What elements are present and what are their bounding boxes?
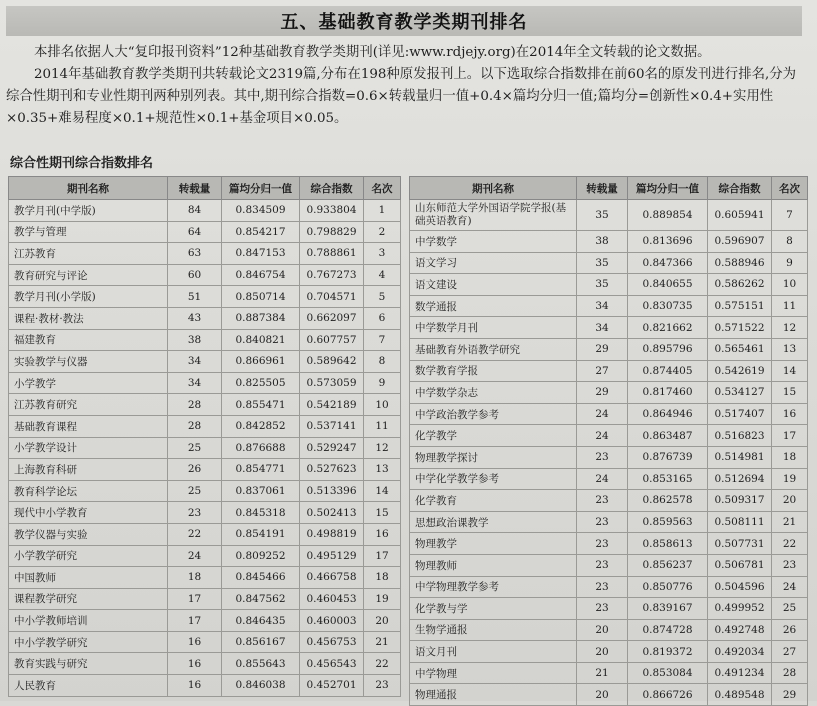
journal-name-cell: 中学数学 xyxy=(410,231,577,253)
avg-score-cell: 0.854191 xyxy=(222,523,300,545)
rank-cell: 24 xyxy=(772,576,808,598)
composite-index-cell: 0.492748 xyxy=(708,619,772,641)
table-header-row xyxy=(410,177,808,200)
composite-index-cell: 0.527623 xyxy=(300,459,364,481)
composite-index-cell: 0.589642 xyxy=(300,351,364,373)
table-row xyxy=(410,403,808,425)
avg-score-cell: 0.889854 xyxy=(628,200,708,231)
rank-cell: 22 xyxy=(772,533,808,555)
journal-name-cell: 教学仪器与实验 xyxy=(9,523,168,545)
composite-index-cell: 0.508111 xyxy=(708,511,772,533)
composite-index-cell: 0.512694 xyxy=(708,468,772,490)
table-row xyxy=(410,200,808,231)
journal-name-cell: 江苏教育研究 xyxy=(9,394,168,416)
rank-cell: 6 xyxy=(364,307,401,329)
composite-index-cell: 0.495129 xyxy=(300,545,364,567)
rank-cell: 5 xyxy=(364,286,401,308)
rank-cell: 23 xyxy=(364,675,401,697)
reprint-count-cell: 25 xyxy=(168,480,222,502)
reprint-count-cell: 28 xyxy=(168,394,222,416)
composite-index-cell: 0.514981 xyxy=(708,446,772,468)
reprint-count-cell: 23 xyxy=(577,446,628,468)
journal-name-cell: 语文学习 xyxy=(410,252,577,274)
table-row xyxy=(9,567,401,589)
avg-score-cell: 0.850776 xyxy=(628,576,708,598)
journal-name-cell: 中小学教师培训 xyxy=(9,610,168,632)
table-row xyxy=(9,480,401,502)
journal-name-cell: 化学教与学 xyxy=(410,598,577,620)
table-row xyxy=(9,631,401,653)
column-header-rank: 名次 xyxy=(364,177,401,200)
rank-cell: 7 xyxy=(364,329,401,351)
reprint-count-cell: 38 xyxy=(168,329,222,351)
reprint-count-cell: 18 xyxy=(168,567,222,589)
reprint-count-cell: 21 xyxy=(577,662,628,684)
composite-index-cell: 0.534127 xyxy=(708,382,772,404)
journal-name-cell: 中学政治教学参考 xyxy=(410,403,577,425)
composite-index-cell: 0.506781 xyxy=(708,554,772,576)
avg-score-cell: 0.830735 xyxy=(628,295,708,317)
rank-cell: 9 xyxy=(364,372,401,394)
rank-cell: 20 xyxy=(772,490,808,512)
reprint-count-cell: 43 xyxy=(168,307,222,329)
avg-score-cell: 0.853084 xyxy=(628,662,708,684)
reprint-count-cell: 34 xyxy=(577,295,628,317)
reprint-count-cell: 20 xyxy=(577,641,628,663)
avg-score-cell: 0.854217 xyxy=(222,221,300,243)
table-row xyxy=(9,307,401,329)
journal-name-cell: 江苏教育 xyxy=(9,243,168,265)
avg-score-cell: 0.854771 xyxy=(222,459,300,481)
reprint-count-cell: 34 xyxy=(168,351,222,373)
column-header-score: 篇均分归一值 xyxy=(222,177,300,200)
reprint-count-cell: 64 xyxy=(168,221,222,243)
table-row xyxy=(9,221,401,243)
rank-cell: 28 xyxy=(772,662,808,684)
table-row xyxy=(410,274,808,296)
avg-score-cell: 0.855643 xyxy=(222,653,300,675)
composite-index-cell: 0.542189 xyxy=(300,394,364,416)
reprint-count-cell: 29 xyxy=(577,382,628,404)
reprint-count-cell: 24 xyxy=(168,545,222,567)
table-row xyxy=(410,252,808,274)
reprint-count-cell: 24 xyxy=(577,425,628,447)
column-header-name: 期刊名称 xyxy=(9,177,168,200)
journal-name-cell: 中国教师 xyxy=(9,567,168,589)
rank-cell: 14 xyxy=(772,360,808,382)
table-row xyxy=(9,523,401,545)
rank-cell: 3 xyxy=(364,243,401,265)
rank-cell: 11 xyxy=(364,415,401,437)
reprint-count-cell: 38 xyxy=(577,231,628,253)
table-row xyxy=(410,641,808,663)
journal-name-cell: 山东师范大学外国语学院学报(基础英语教育) xyxy=(410,200,577,231)
avg-score-cell: 0.876739 xyxy=(628,446,708,468)
avg-score-cell: 0.847366 xyxy=(628,252,708,274)
journal-name-cell: 基础教育课程 xyxy=(9,415,168,437)
rank-cell: 18 xyxy=(364,567,401,589)
rank-cell: 8 xyxy=(772,231,808,253)
rank-cell: 13 xyxy=(772,338,808,360)
composite-index-cell: 0.504596 xyxy=(708,576,772,598)
section-title: 综合性期刊综合指数排名 xyxy=(10,156,154,171)
avg-score-cell: 0.834509 xyxy=(222,200,300,222)
reprint-count-cell: 22 xyxy=(168,523,222,545)
journal-name-cell: 中学物理教学参考 xyxy=(410,576,577,598)
table-row xyxy=(410,598,808,620)
composite-index-cell: 0.489548 xyxy=(708,684,772,706)
journal-name-cell: 教育研究与评论 xyxy=(9,264,168,286)
journal-name-cell: 人民教育 xyxy=(9,675,168,697)
reprint-count-cell: 23 xyxy=(577,554,628,576)
ranking-table-right xyxy=(409,176,808,706)
avg-score-cell: 0.856237 xyxy=(628,554,708,576)
rank-cell: 29 xyxy=(772,684,808,706)
rank-cell: 16 xyxy=(364,523,401,545)
rank-cell: 11 xyxy=(772,295,808,317)
table-row xyxy=(410,684,808,706)
avg-score-cell: 0.874728 xyxy=(628,619,708,641)
table-row xyxy=(9,588,401,610)
rank-cell: 1 xyxy=(364,200,401,222)
avg-score-cell: 0.864946 xyxy=(628,403,708,425)
rank-cell: 12 xyxy=(364,437,401,459)
table-row xyxy=(9,372,401,394)
reprint-count-cell: 23 xyxy=(577,511,628,533)
composite-index-cell: 0.542619 xyxy=(708,360,772,382)
rank-cell: 27 xyxy=(772,641,808,663)
reprint-count-cell: 20 xyxy=(577,619,628,641)
rank-cell: 8 xyxy=(364,351,401,373)
reprint-count-cell: 16 xyxy=(168,653,222,675)
reprint-count-cell: 28 xyxy=(168,415,222,437)
column-header-count: 转载量 xyxy=(577,177,628,200)
composite-index-cell: 0.529247 xyxy=(300,437,364,459)
avg-score-cell: 0.825505 xyxy=(222,372,300,394)
table-row xyxy=(9,329,401,351)
reprint-count-cell: 34 xyxy=(168,372,222,394)
column-header-index: 综合指数 xyxy=(300,177,364,200)
journal-name-cell: 教学月刊(小学版) xyxy=(9,286,168,308)
avg-score-cell: 0.847562 xyxy=(222,588,300,610)
table-row xyxy=(9,610,401,632)
reprint-count-cell: 34 xyxy=(577,317,628,339)
journal-name-cell: 数学教育学报 xyxy=(410,360,577,382)
rank-cell: 16 xyxy=(772,403,808,425)
journal-name-cell: 数学通报 xyxy=(410,295,577,317)
composite-index-cell: 0.788861 xyxy=(300,243,364,265)
table-row xyxy=(9,459,401,481)
reprint-count-cell: 17 xyxy=(168,588,222,610)
rank-cell: 7 xyxy=(772,200,808,231)
journal-name-cell: 基础教育外语教学研究 xyxy=(410,338,577,360)
journal-name-cell: 物理通报 xyxy=(410,684,577,706)
avg-score-cell: 0.840821 xyxy=(222,329,300,351)
table-row xyxy=(410,662,808,684)
reprint-count-cell: 24 xyxy=(577,403,628,425)
avg-score-cell: 0.817460 xyxy=(628,382,708,404)
composite-index-cell: 0.537141 xyxy=(300,415,364,437)
table-row xyxy=(410,533,808,555)
journal-name-cell: 生物学通报 xyxy=(410,619,577,641)
journal-name-cell: 中学数学杂志 xyxy=(410,382,577,404)
rank-cell: 13 xyxy=(364,459,401,481)
composite-index-cell: 0.498819 xyxy=(300,523,364,545)
composite-index-cell: 0.573059 xyxy=(300,372,364,394)
journal-name-cell: 物理教学 xyxy=(410,533,577,555)
composite-index-cell: 0.596907 xyxy=(708,231,772,253)
composite-index-cell: 0.452701 xyxy=(300,675,364,697)
avg-score-cell: 0.839167 xyxy=(628,598,708,620)
rank-cell: 19 xyxy=(772,468,808,490)
reprint-count-cell: 51 xyxy=(168,286,222,308)
journal-name-cell: 小学教学设计 xyxy=(9,437,168,459)
avg-score-cell: 0.863487 xyxy=(628,425,708,447)
journal-name-cell: 福建教育 xyxy=(9,329,168,351)
rank-cell: 10 xyxy=(364,394,401,416)
table-row xyxy=(9,394,401,416)
table-row xyxy=(410,576,808,598)
composite-index-cell: 0.513396 xyxy=(300,480,364,502)
rank-cell: 26 xyxy=(772,619,808,641)
reprint-count-cell: 63 xyxy=(168,243,222,265)
rank-cell: 4 xyxy=(364,264,401,286)
composite-index-cell: 0.517407 xyxy=(708,403,772,425)
journal-name-cell: 中学数学月刊 xyxy=(410,317,577,339)
reprint-count-cell: 20 xyxy=(577,684,628,706)
rank-cell: 10 xyxy=(772,274,808,296)
avg-score-cell: 0.819372 xyxy=(628,641,708,663)
avg-score-cell: 0.845318 xyxy=(222,502,300,524)
composite-index-cell: 0.798829 xyxy=(300,221,364,243)
table-row xyxy=(410,446,808,468)
reprint-count-cell: 16 xyxy=(168,631,222,653)
rank-cell: 19 xyxy=(364,588,401,610)
avg-score-cell: 0.846754 xyxy=(222,264,300,286)
reprint-count-cell: 35 xyxy=(577,252,628,274)
table-row xyxy=(410,295,808,317)
intro-paragraph-1: 本排名依据人大“复印报刊资料”12种基础教育教学类期刊(详见:www.rdjejy.org)在2014年全文转载的论文数据。 xyxy=(34,45,711,60)
table-row xyxy=(410,382,808,404)
column-header-rank: 名次 xyxy=(772,177,808,200)
intro-text xyxy=(6,42,806,130)
avg-score-cell: 0.856167 xyxy=(222,631,300,653)
avg-score-cell: 0.850714 xyxy=(222,286,300,308)
avg-score-cell: 0.813696 xyxy=(628,231,708,253)
avg-score-cell: 0.874405 xyxy=(628,360,708,382)
journal-name-cell: 上海教育科研 xyxy=(9,459,168,481)
table-row xyxy=(410,360,808,382)
composite-index-cell: 0.507731 xyxy=(708,533,772,555)
journal-name-cell: 教学月刊(中学版) xyxy=(9,200,168,222)
reprint-count-cell: 35 xyxy=(577,274,628,296)
journal-name-cell: 思想政治课教学 xyxy=(410,511,577,533)
table-row xyxy=(410,425,808,447)
composite-index-cell: 0.767273 xyxy=(300,264,364,286)
journal-name-cell: 化学教学 xyxy=(410,425,577,447)
composite-index-cell: 0.460453 xyxy=(300,588,364,610)
reprint-count-cell: 23 xyxy=(577,598,628,620)
table-row xyxy=(410,554,808,576)
rank-cell: 15 xyxy=(364,502,401,524)
table-row xyxy=(9,264,401,286)
reprint-count-cell: 23 xyxy=(577,490,628,512)
composite-index-cell: 0.575151 xyxy=(708,295,772,317)
ranking-table-left xyxy=(8,176,401,697)
intro-paragraph-2: 2014年基础教育教学类期刊共转载论文2319篇,分布在198种原发报刊上。以下选取综合指数排在前60名的原发刊进行排名,分为综合性期刊和专业性期刊两种别列表。其中,期刊综合指数=0.6×转载量归一值+0.4×篇均分归一值;篇均分=创新性×0.4+实用性×0.35+难易程度×0.1+规范性×0.1+基金项目×0.05。 xyxy=(6,67,797,126)
journal-name-cell: 实验教学与仪器 xyxy=(9,351,168,373)
journal-name-cell: 课程教学研究 xyxy=(9,588,168,610)
column-header-count: 转载量 xyxy=(168,177,222,200)
avg-score-cell: 0.840655 xyxy=(628,274,708,296)
rank-cell: 25 xyxy=(772,598,808,620)
journal-name-cell: 小学教学 xyxy=(9,372,168,394)
composite-index-cell: 0.607757 xyxy=(300,329,364,351)
page-title: 五、基础教育教学类期刊排名 xyxy=(280,12,528,33)
journal-name-cell: 小学教学研究 xyxy=(9,545,168,567)
title-bar xyxy=(6,6,802,36)
composite-index-cell: 0.605941 xyxy=(708,200,772,231)
avg-score-cell: 0.895796 xyxy=(628,338,708,360)
table-row xyxy=(9,653,401,675)
journal-name-cell: 现代中小学教育 xyxy=(9,502,168,524)
rank-cell: 12 xyxy=(772,317,808,339)
avg-score-cell: 0.855471 xyxy=(222,394,300,416)
table-row xyxy=(9,675,401,697)
journal-name-cell: 物理教学探讨 xyxy=(410,446,577,468)
journal-name-cell: 语文建设 xyxy=(410,274,577,296)
composite-index-cell: 0.571522 xyxy=(708,317,772,339)
rank-cell: 2 xyxy=(364,221,401,243)
journal-name-cell: 中学物理 xyxy=(410,662,577,684)
journal-name-cell: 语文月刊 xyxy=(410,641,577,663)
table-row xyxy=(410,490,808,512)
reprint-count-cell: 23 xyxy=(577,533,628,555)
composite-index-cell: 0.704571 xyxy=(300,286,364,308)
rank-cell: 17 xyxy=(772,425,808,447)
composite-index-cell: 0.516823 xyxy=(708,425,772,447)
rank-cell: 18 xyxy=(772,446,808,468)
reprint-count-cell: 17 xyxy=(168,610,222,632)
avg-score-cell: 0.809252 xyxy=(222,545,300,567)
composite-index-cell: 0.499952 xyxy=(708,598,772,620)
composite-index-cell: 0.933804 xyxy=(300,200,364,222)
avg-score-cell: 0.847153 xyxy=(222,243,300,265)
avg-score-cell: 0.821662 xyxy=(628,317,708,339)
reprint-count-cell: 24 xyxy=(577,468,628,490)
table-header-row xyxy=(9,177,401,200)
reprint-count-cell: 27 xyxy=(577,360,628,382)
avg-score-cell: 0.866726 xyxy=(628,684,708,706)
avg-score-cell: 0.866961 xyxy=(222,351,300,373)
avg-score-cell: 0.846435 xyxy=(222,610,300,632)
reprint-count-cell: 23 xyxy=(577,576,628,598)
avg-score-cell: 0.846038 xyxy=(222,675,300,697)
composite-index-cell: 0.509317 xyxy=(708,490,772,512)
column-header-score: 篇均分归一值 xyxy=(628,177,708,200)
table-row xyxy=(9,502,401,524)
reprint-count-cell: 84 xyxy=(168,200,222,222)
reprint-count-cell: 25 xyxy=(168,437,222,459)
composite-index-cell: 0.456753 xyxy=(300,631,364,653)
composite-index-cell: 0.502413 xyxy=(300,502,364,524)
table-row xyxy=(9,243,401,265)
composite-index-cell: 0.466758 xyxy=(300,567,364,589)
rank-cell: 9 xyxy=(772,252,808,274)
composite-index-cell: 0.460003 xyxy=(300,610,364,632)
avg-score-cell: 0.859563 xyxy=(628,511,708,533)
composite-index-cell: 0.492034 xyxy=(708,641,772,663)
avg-score-cell: 0.858613 xyxy=(628,533,708,555)
reprint-count-cell: 26 xyxy=(168,459,222,481)
journal-name-cell: 中小学教学研究 xyxy=(9,631,168,653)
reprint-count-cell: 23 xyxy=(168,502,222,524)
journal-name-cell: 物理教师 xyxy=(410,554,577,576)
table-row xyxy=(410,338,808,360)
avg-score-cell: 0.845466 xyxy=(222,567,300,589)
table-row xyxy=(9,545,401,567)
rank-cell: 21 xyxy=(364,631,401,653)
reprint-count-cell: 35 xyxy=(577,200,628,231)
table-row xyxy=(410,619,808,641)
reprint-count-cell: 60 xyxy=(168,264,222,286)
composite-index-cell: 0.586262 xyxy=(708,274,772,296)
rank-cell: 22 xyxy=(364,653,401,675)
rank-cell: 20 xyxy=(364,610,401,632)
reprint-count-cell: 16 xyxy=(168,675,222,697)
rank-cell: 15 xyxy=(772,382,808,404)
rank-cell: 17 xyxy=(364,545,401,567)
avg-score-cell: 0.887384 xyxy=(222,307,300,329)
table-row xyxy=(9,351,401,373)
table-row xyxy=(410,231,808,253)
avg-score-cell: 0.876688 xyxy=(222,437,300,459)
rank-cell: 21 xyxy=(772,511,808,533)
table-row xyxy=(410,511,808,533)
journal-name-cell: 化学教育 xyxy=(410,490,577,512)
avg-score-cell: 0.842852 xyxy=(222,415,300,437)
composite-index-cell: 0.565461 xyxy=(708,338,772,360)
composite-index-cell: 0.662097 xyxy=(300,307,364,329)
journal-name-cell: 教育实践与研究 xyxy=(9,653,168,675)
table-row xyxy=(9,200,401,222)
table-row xyxy=(410,468,808,490)
table-row xyxy=(410,317,808,339)
composite-index-cell: 0.491234 xyxy=(708,662,772,684)
column-header-index: 综合指数 xyxy=(708,177,772,200)
rank-cell: 23 xyxy=(772,554,808,576)
journal-name-cell: 教学与管理 xyxy=(9,221,168,243)
table-row xyxy=(9,415,401,437)
table-row xyxy=(9,437,401,459)
avg-score-cell: 0.862578 xyxy=(628,490,708,512)
column-header-name: 期刊名称 xyxy=(410,177,577,200)
avg-score-cell: 0.853165 xyxy=(628,468,708,490)
composite-index-cell: 0.588946 xyxy=(708,252,772,274)
composite-index-cell: 0.456543 xyxy=(300,653,364,675)
journal-name-cell: 教育科学论坛 xyxy=(9,480,168,502)
table-row xyxy=(9,286,401,308)
avg-score-cell: 0.837061 xyxy=(222,480,300,502)
journal-name-cell: 课程·教材·教法 xyxy=(9,307,168,329)
rank-cell: 14 xyxy=(364,480,401,502)
journal-name-cell: 中学化学教学参考 xyxy=(410,468,577,490)
reprint-count-cell: 29 xyxy=(577,338,628,360)
